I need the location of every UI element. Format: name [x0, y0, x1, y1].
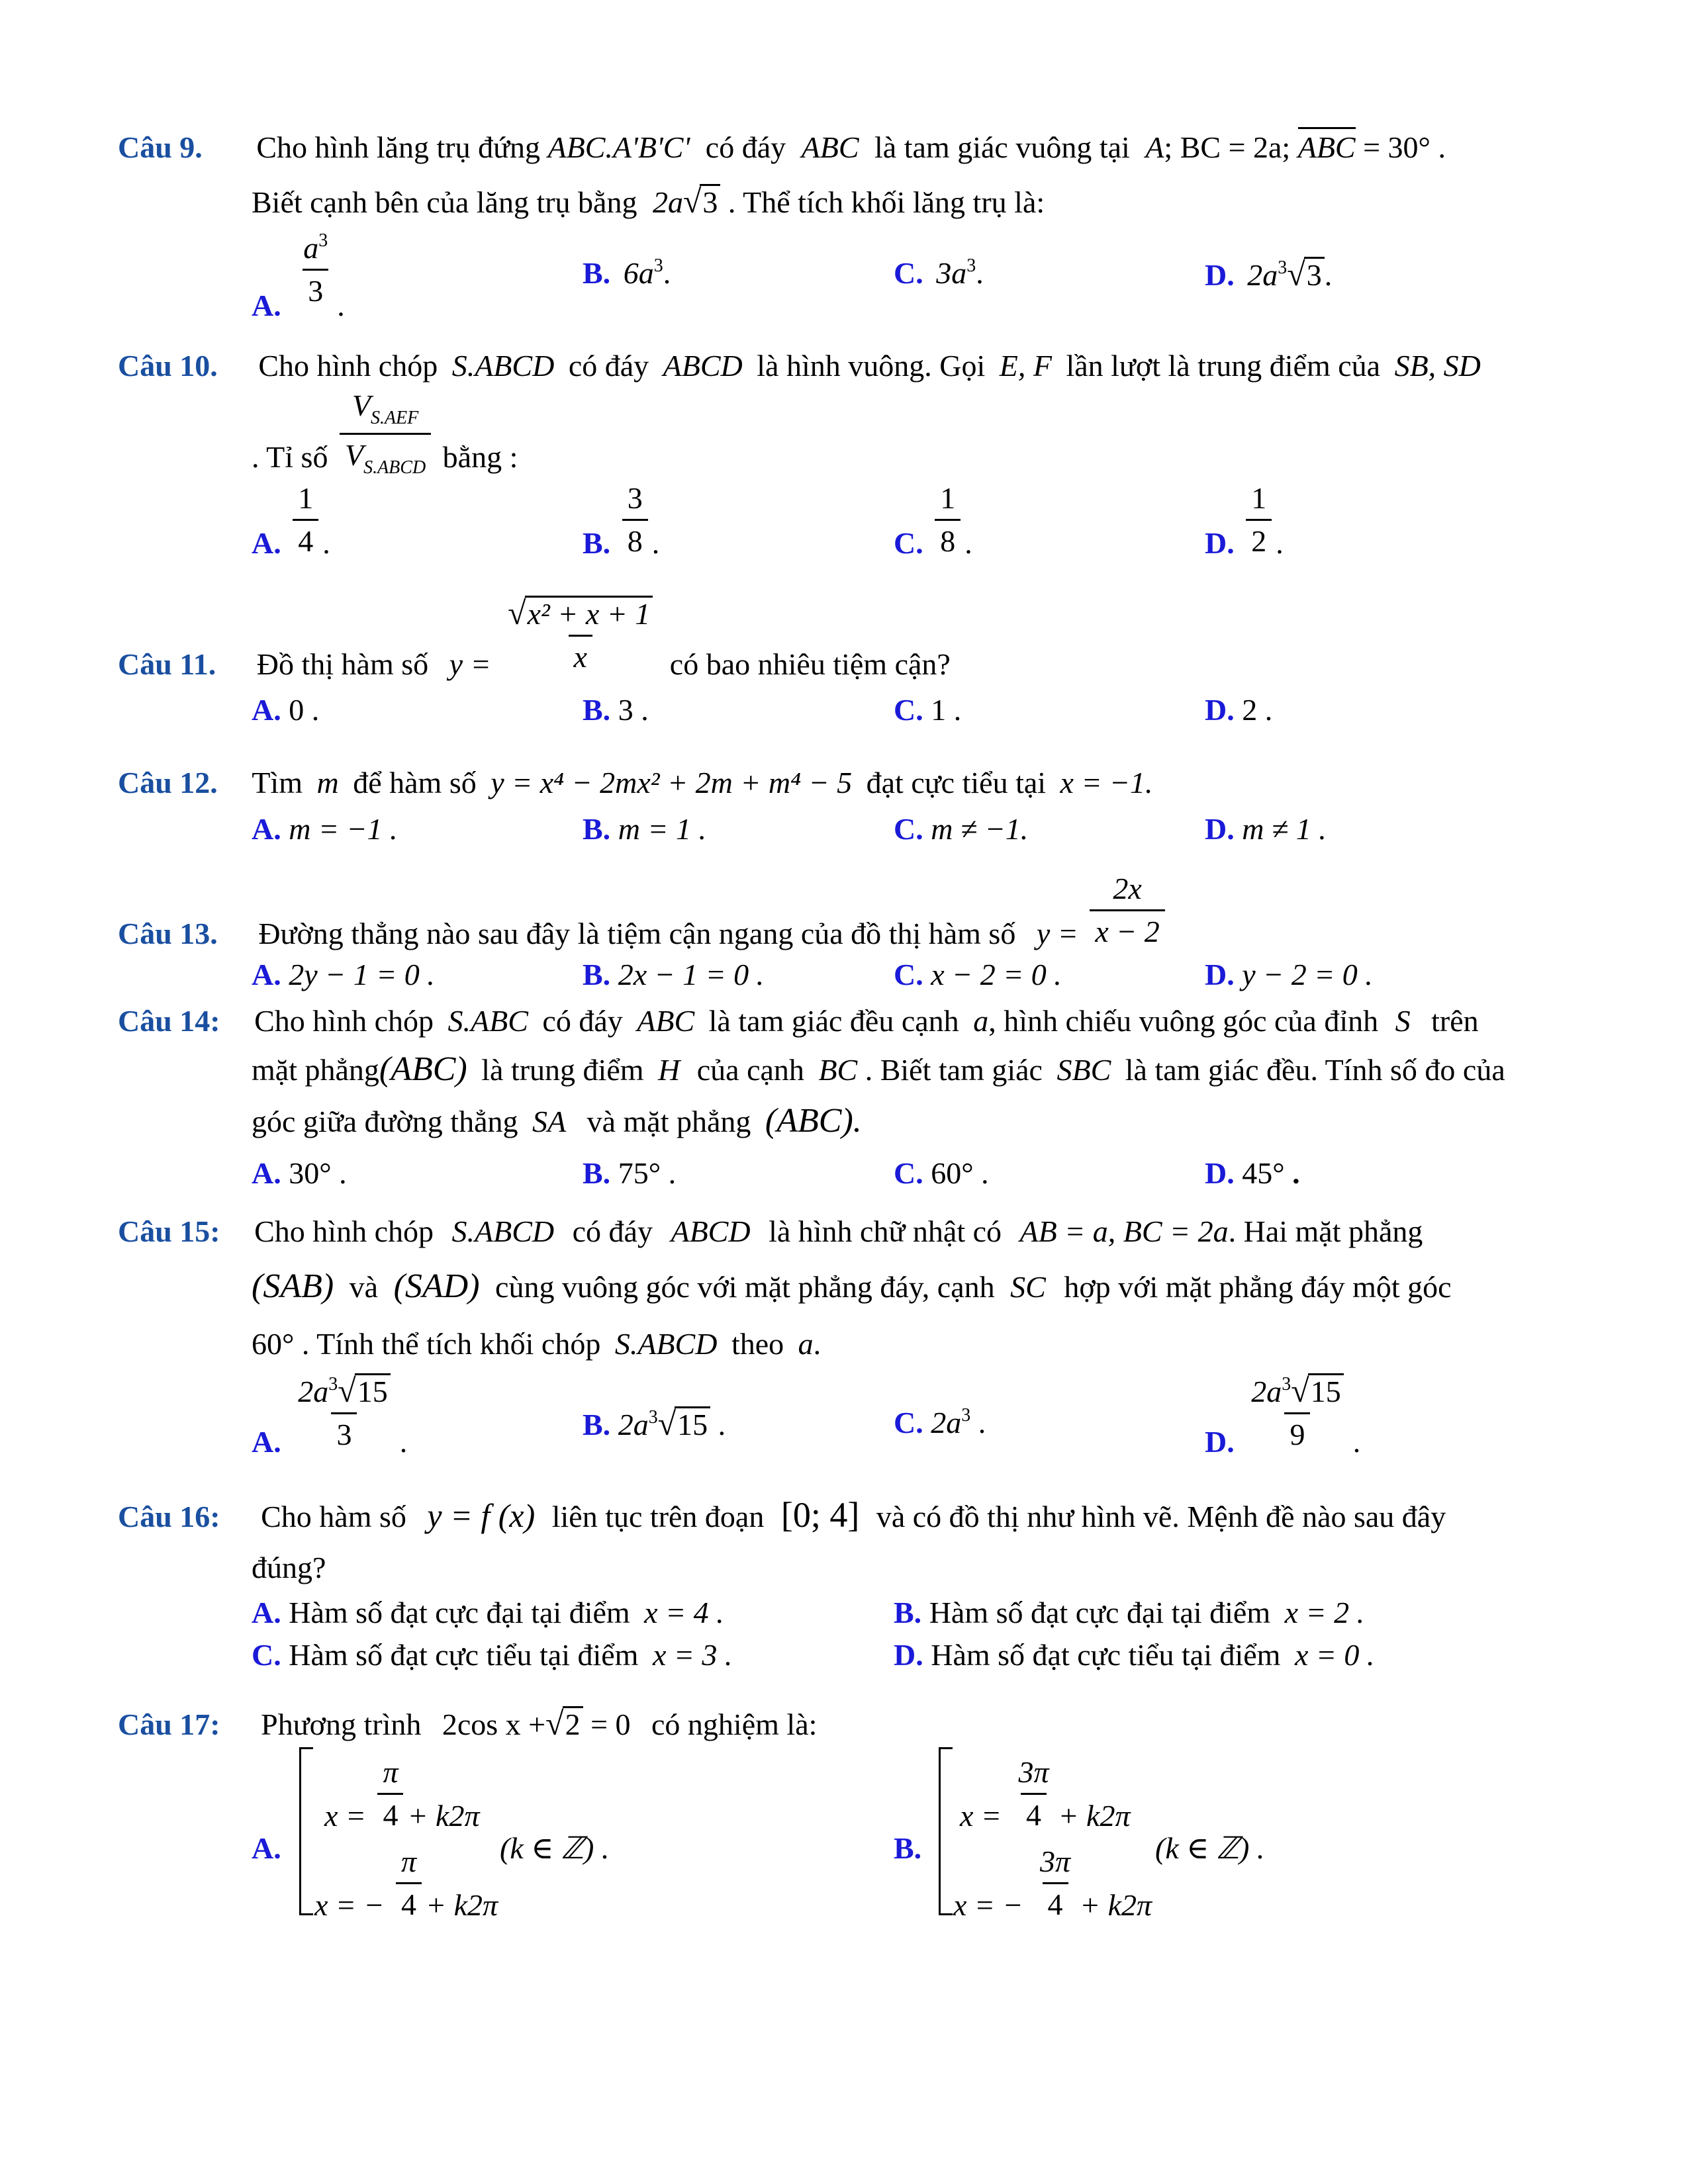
q14-number: Câu 14:: [118, 1004, 220, 1038]
q12-number: Câu 12.: [118, 766, 218, 799]
q15-number: Câu 15:: [118, 1214, 220, 1248]
q13-number: Câu 13.: [118, 917, 218, 951]
angle-abc: ABC: [1298, 127, 1356, 164]
q16-option-b[interactable]: B. Hàm số đạt cực đại tại điểm x = 2 .: [894, 1596, 1365, 1629]
q14-line3: góc giữa đường thẳng SA và mặt phẳng (ABC).: [252, 1102, 862, 1140]
q17-option-b-label[interactable]: B.: [894, 1831, 922, 1865]
q15-option-c[interactable]: C. $2a^3$ .: [894, 1405, 986, 1439]
q14-option-c[interactable]: C. 60° .: [894, 1156, 989, 1190]
q10-option-a[interactable]: A. $\frac{1}{4}$ .: [252, 481, 330, 561]
q10-line2: . Tỉ số $\frac{V_{S.AEF}}{V_{S.ABCD}}$ bằng :: [252, 388, 518, 478]
q11-option-c[interactable]: C. 1 .: [894, 693, 962, 727]
q15-option-a[interactable]: A. $\frac{2a^3√15}{3}$ .: [252, 1372, 408, 1459]
q17-option-b-eq1: x = $\frac{3\pi}{4}$ + k2π: [960, 1755, 1131, 1833]
q11-option-a[interactable]: A. 0 .: [252, 693, 320, 727]
q11-number: Câu 11.: [118, 647, 216, 681]
q9-number: Câu 9.: [118, 130, 203, 164]
q10-number: Câu 10.: [118, 349, 218, 383]
volume-ratio: $\frac{V_{S.AEF}}{V_{S.ABCD}}$: [340, 390, 431, 477]
q10-option-b[interactable]: B. $\frac{3}{8}$ .: [583, 481, 660, 561]
q16-number: Câu 16:: [118, 1500, 220, 1533]
q17-option-a-bracket: [299, 1747, 313, 1915]
q14-line2: mặt phẳng(ABC) là trung điểm H của cạnh BC . Biết tam giác SBC là tam giác đều. Tính số đo của: [252, 1050, 1505, 1088]
q11-option-d[interactable]: D. 2 .: [1205, 693, 1273, 727]
q17-number: Câu 17:: [118, 1707, 220, 1741]
q17-option-b-domain: (k ∈ ℤ) .: [1155, 1831, 1265, 1865]
q13-option-a[interactable]: A. 2y − 1 = 0 .: [252, 958, 435, 991]
q16-option-a[interactable]: A. Hàm số đạt cực đại tại điểm x = 4 .: [252, 1596, 724, 1629]
q14-option-a[interactable]: A. 30° .: [252, 1156, 347, 1190]
q9-option-a[interactable]: A. $\frac{a^3}{3}$ .: [252, 230, 345, 323]
q11-line1: Câu 11. Đồ thị hàm số y = $\frac{\text{√x² + x + 1}}{x}$ có bao nhiêu tiệm cận?: [118, 594, 951, 681]
q16-option-c[interactable]: C. Hàm số đạt cực tiểu tại điểm x = 3 .: [252, 1638, 733, 1672]
q15-line2: (SAB) và (SAD) cùng vuông góc với mặt phẳng đáy, cạnh SC hợp với mặt phẳng đáy một góc: [252, 1267, 1452, 1305]
q14-option-b[interactable]: B. 75° .: [583, 1156, 677, 1190]
q14-option-d[interactable]: D. 45° .: [1205, 1156, 1300, 1190]
q12-option-d[interactable]: D. m ≠ 1 .: [1205, 812, 1327, 846]
q17-line1: Câu 17: Phương trình 2cos x +√2 = 0 có nghiệm là:: [118, 1705, 818, 1742]
q14-line1: Câu 14: Cho hình chóp S.ABC có đáy ABC là tam giác đều cạnh a, hình chiếu vuông góc của đỉnh S trên: [118, 1004, 1479, 1038]
q17-option-a-label[interactable]: A.: [252, 1831, 281, 1865]
q15-option-b[interactable]: B. $2a^3√15$ .: [583, 1405, 726, 1442]
q9-option-b[interactable]: B. $6a^3$.: [583, 255, 671, 290]
q17-option-b-eq2: x = − $\frac{3\pi}{4}$ + k2π: [953, 1844, 1152, 1923]
q10-line1: Câu 10. Cho hình chóp S.ABCD có đáy ABCD là hình vuông. Gọi E, F lần lượt là trung điểm của SB, SD: [118, 349, 1481, 383]
q12-option-b[interactable]: B. m = 1 .: [583, 812, 706, 846]
q12-option-a[interactable]: A. m = −1 .: [252, 812, 398, 846]
q17-option-a-domain: (k ∈ ℤ) .: [500, 1831, 610, 1865]
q16-line2: đúng?: [252, 1551, 326, 1584]
q15-line1: Câu 15: Cho hình chóp S.ABCD có đáy ABCD là hình chữ nhật có AB = a, BC = 2a. Hai mặt phẳng: [118, 1214, 1423, 1248]
q9-line2: Biết cạnh bên của lăng trụ bằng 2a√3 . Thể tích khối lăng trụ là:: [252, 183, 1045, 220]
q16-option-d[interactable]: D. Hàm số đạt cực tiểu tại điểm x = 0 .: [894, 1638, 1375, 1672]
q10-option-c[interactable]: C. $\frac{1}{8}$ .: [894, 481, 972, 561]
q9-line1: Câu 9. Cho hình lăng trụ đứng ABC.A'B'C' có đáy ABC là tam giác vuông tại A; BC = 2a; ABC = 30° .: [118, 132, 1446, 163]
q15-line3: 60° . Tính thể tích khối chóp S.ABCD theo a.: [252, 1327, 821, 1361]
q13-option-b[interactable]: B. 2x − 1 = 0 .: [583, 958, 765, 991]
q17-option-a-eq2: x = − $\frac{\pi}{4}$ + k2π: [314, 1844, 498, 1923]
q16-line1: Câu 16: Cho hàm số y = f (x) liên tục trên đoạn [0; 4] và có đồ thị như hình vẽ. Mệnh đề nào sau đây: [118, 1495, 1446, 1535]
q17-option-b-bracket: [939, 1747, 953, 1915]
q13-line1: Câu 13. Đường thẳng nào sau đây là tiệm cận ngang của đồ thị hàm số y = $\frac{2x}{x - 2}$: [118, 874, 1169, 947]
q13-option-c[interactable]: C. x − 2 = 0 .: [894, 958, 1062, 991]
q13-option-d[interactable]: D. y − 2 = 0 .: [1205, 958, 1373, 991]
q15-option-d[interactable]: D. $\frac{2a^3√15}{9}$ .: [1205, 1372, 1361, 1459]
q10-option-d[interactable]: D. $\frac{1}{2}$ .: [1205, 481, 1284, 561]
q11-option-b[interactable]: B. 3 .: [583, 693, 649, 727]
q12-option-c[interactable]: C. m ≠ −1.: [894, 812, 1029, 846]
q9-option-d[interactable]: D. $2a^3√3$.: [1205, 255, 1333, 293]
q12-line1: Câu 12. Tìm m để hàm số y = x⁴ − 2mx² + 2m + m⁴ − 5 đạt cực tiểu tại x = −1.: [118, 766, 1153, 799]
q9-option-c[interactable]: C. $3a^3$.: [894, 255, 984, 290]
q17-option-a-eq1: x = $\frac{\pi}{4}$ + k2π: [324, 1755, 480, 1833]
